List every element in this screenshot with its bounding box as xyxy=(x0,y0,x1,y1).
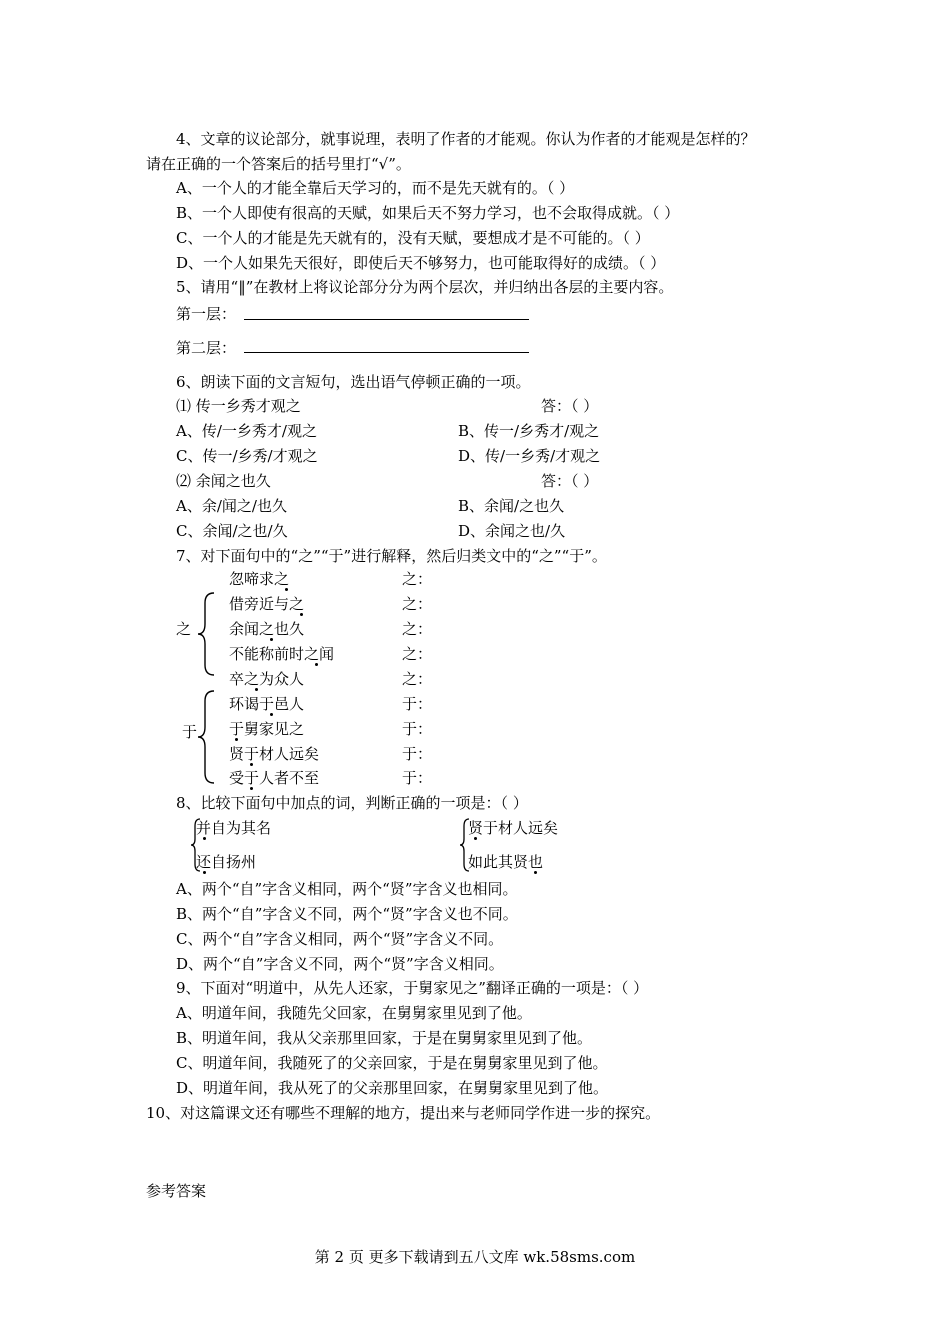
q8-left-top: 并自为其名 xyxy=(196,819,272,837)
q5-layer1-label: 第一层： xyxy=(176,305,237,323)
q6-sentence2: ⑵ 余闻之也久 xyxy=(176,472,271,490)
reference-heading: 参考答案 xyxy=(146,1182,207,1200)
q8-option-b: B、两个“自”字含义不同，两个“贤”字含义也不同。 xyxy=(176,905,518,923)
q7-zhi-phrase-4: 不能称前时之闻 xyxy=(229,645,335,663)
q6-s2-option-a: A、余/闻之/也久 xyxy=(176,497,287,515)
q7-zhi-answer-4: 之： xyxy=(402,645,433,663)
q8-text: 8、比较下面句中加点的词，判断正确的一项是：（ ） xyxy=(176,794,528,812)
q6-sentence1: ⑴ 传一乡秀才观之 xyxy=(176,397,301,415)
q4-option-d: D、一个人如果先天很好，即使后天不够努力，也可能取得好的成绩。（ ） xyxy=(176,254,666,272)
q7-yu-answer-4: 于： xyxy=(402,769,433,787)
emphasis-dot xyxy=(255,688,258,691)
emphasis-dot xyxy=(203,837,206,840)
q7-yu-answer-1: 于： xyxy=(402,695,433,713)
q4-line1: 4、文章的议论部分，就事说理，表明了作者的才能观。你认为作者的才能观是怎样的？ xyxy=(176,130,756,148)
q7-zhi-answer-1: 之： xyxy=(402,570,433,588)
q6-s1-option-a: A、传/一乡秀才/观之 xyxy=(176,422,317,440)
emphasis-dot xyxy=(203,871,206,874)
q7-zhi-phrase-5: 卒之为众人 xyxy=(229,670,305,688)
q6-s2-option-b: B、余闻/之也久 xyxy=(458,497,565,515)
emphasis-dot xyxy=(270,638,273,641)
emphasis-dot xyxy=(315,663,318,666)
q6-sentence1-answer: 答：（ ） xyxy=(541,397,599,415)
q9-option-d: D、明道年间，我从死了的父亲那里回家，在舅舅家里见到了他。 xyxy=(176,1079,609,1097)
q10-text: 10、对这篇课文还有哪些不理解的地方，提出来与老师同学作进一步的探究。 xyxy=(146,1104,661,1122)
emphasis-dot xyxy=(235,738,238,741)
page-footer: 第 2 页 更多下载请到五八文库 wk.58sms.com xyxy=(314,1248,636,1266)
q4-option-c: C、一个人的才能是先天就有的，没有天赋，要想成才是不可能的。（ ） xyxy=(176,229,650,247)
q6-sentence2-answer: 答：（ ） xyxy=(541,472,599,490)
q8-right-bottom: 如此其贤也 xyxy=(468,853,544,871)
q7-yu-phrase-1: 环谒于邑人 xyxy=(229,695,305,713)
emphasis-dot xyxy=(250,787,253,790)
q7-yu-label: 于 xyxy=(182,723,198,741)
q8-left-bottom: 还自扬州 xyxy=(196,853,257,871)
emphasis-dot xyxy=(300,613,303,616)
q5-layer1-blank[interactable] xyxy=(244,319,529,320)
q7-zhi-phrase-2: 借旁近与之 xyxy=(229,595,305,613)
emphasis-dot xyxy=(534,871,537,874)
q7-zhi-label: 之 xyxy=(176,620,192,638)
q7-yu-answer-2: 于： xyxy=(402,720,433,738)
q8-right-top: 贤于材人远矣 xyxy=(468,819,559,837)
q9-text: 9、下面对“明道中，从先人还家，于舅家见之”翻译正确的一项是：（ ） xyxy=(176,979,649,997)
q7-yu-phrase-2: 于舅家见之 xyxy=(229,720,305,738)
emphasis-dot xyxy=(285,588,288,591)
emphasis-dot xyxy=(474,837,477,840)
q7-zhi-answer-3: 之： xyxy=(402,620,433,638)
q6-text: 6、朗读下面的文言短句，选出语气停顿正确的一项。 xyxy=(176,373,531,391)
q7-zhi-phrase-1: 忽啼求之 xyxy=(229,570,290,588)
q7-yu-phrase-3: 贤于材人远矣 xyxy=(229,745,320,763)
q8-option-d: D、两个“自”字含义不同，两个“贤”字含义相同。 xyxy=(176,955,504,973)
q9-option-b: B、明道年间，我从父亲那里回家，于是在舅舅家里见到了他。 xyxy=(176,1029,593,1047)
q4-option-a: A、一个人的才能全靠后天学习的，而不是先天就有的。（ ） xyxy=(176,179,575,197)
q7-yu-phrase-4: 受于人者不至 xyxy=(229,769,320,787)
q9-option-a: A、明道年间，我随先父回家，在舅舅家里见到了他。 xyxy=(176,1004,532,1022)
emphasis-dot xyxy=(270,713,273,716)
q5-layer2-label: 第二层： xyxy=(176,339,237,357)
q7-yu-answer-3: 于： xyxy=(402,745,433,763)
q6-s2-option-d: D、余闻之也/久 xyxy=(458,522,566,540)
q6-s1-option-b: B、传一/乡秀才/观之 xyxy=(458,422,600,440)
q7-zhi-answer-5: 之： xyxy=(402,670,433,688)
q6-s1-option-d: D、传/一乡秀/才观之 xyxy=(458,447,601,465)
q6-s2-option-c: C、余闻/之也/久 xyxy=(176,522,288,540)
q7-zhi-brace xyxy=(196,591,218,677)
q4-option-b: B、一个人即使有很高的天赋，如果后天不努力学习，也不会取得成就。（ ） xyxy=(176,204,680,222)
q6-s1-option-c: C、传一/乡秀/才观之 xyxy=(176,447,318,465)
q7-text: 7、对下面句中的“之”“于”进行解释，然后归类文中的“之”“于”。 xyxy=(176,547,607,565)
q8-option-c: C、两个“自”字含义相同，两个“贤”字含义不同。 xyxy=(176,930,504,948)
q8-option-a: A、两个“自”字含义相同，两个“贤”字含义也相同。 xyxy=(176,880,518,898)
emphasis-dot xyxy=(250,763,253,766)
q7-zhi-phrase-3: 余闻之也久 xyxy=(229,620,305,638)
q4-line2: 请在正确的一个答案后的括号里打“√”。 xyxy=(146,155,411,173)
q7-zhi-answer-2: 之： xyxy=(402,595,433,613)
q5-text: 5、请用“‖”在教材上将议论部分分为两个层次，并归纳出各层的主要内容。 xyxy=(176,278,674,296)
q5-layer2-blank[interactable] xyxy=(244,352,529,353)
q9-option-c: C、明道年间，我随死了的父亲回家，于是在舅舅家里见到了他。 xyxy=(176,1054,608,1072)
q7-yu-brace xyxy=(196,689,218,785)
